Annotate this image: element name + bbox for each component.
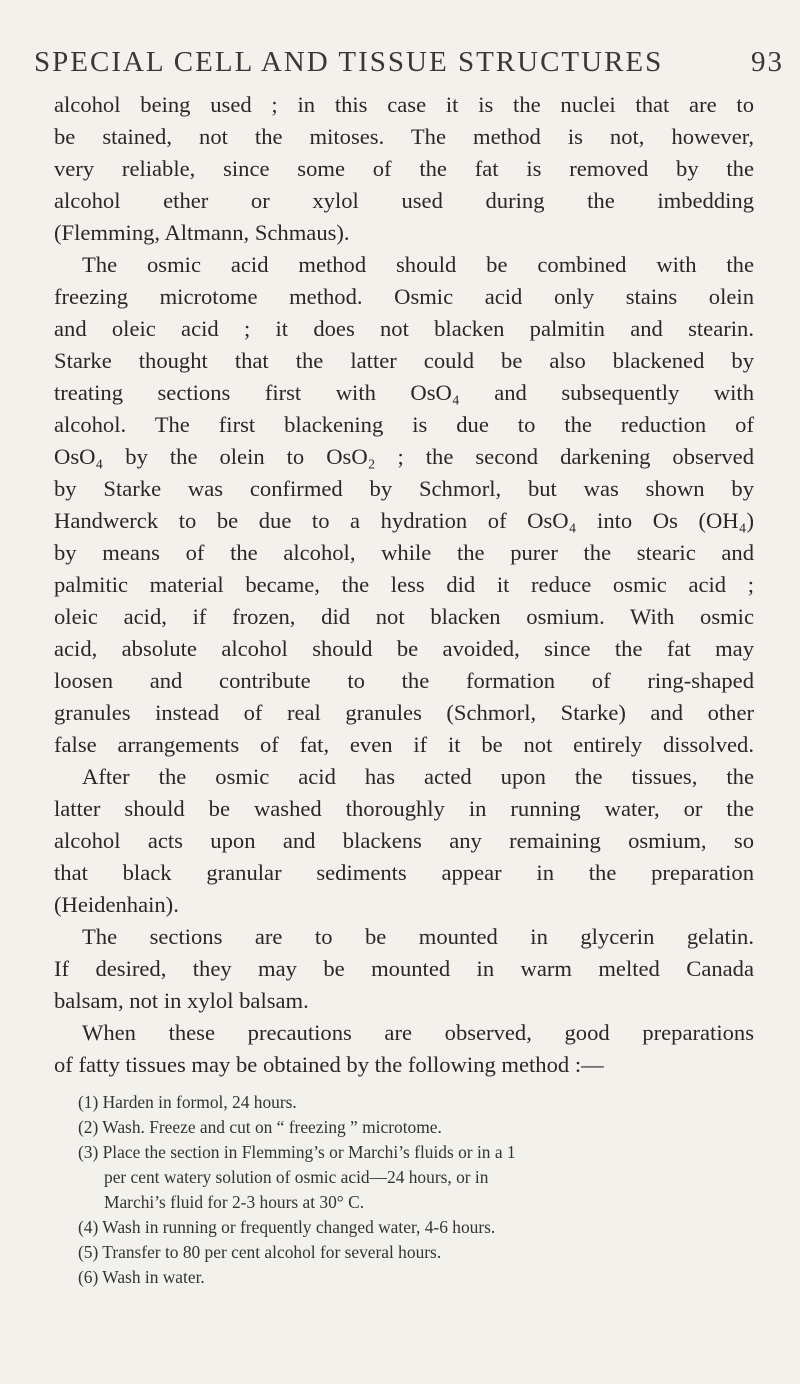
text-line: loosen and contribute to the formation of ring-shaped	[54, 668, 754, 693]
text-line: alcohol being used ; in this case it is the nuclei that are to	[54, 92, 754, 117]
text-line: be stained, not the mitoses. The method is not, however,	[54, 124, 754, 149]
text-line: treating sections first with OsO₄ and subsequently with	[54, 380, 754, 405]
running-title: SPECIAL CELL AND TISSUE STRUCTURES	[34, 46, 664, 78]
method-steps-list	[78, 1090, 758, 1290]
text-line: oleic acid, if frozen, did not blacken osmium. With osmic	[54, 604, 754, 629]
text-line: granules instead of real granules (Schmorl, Starke) and other	[54, 700, 754, 725]
text-line: After the osmic acid has acted upon the tissues, the	[82, 764, 754, 789]
list-item: (5) Transfer to 80 per cent alcohol for several hours.	[78, 1242, 442, 1262]
text-line: by Starke was confirmed by Schmorl, but was shown by	[54, 476, 754, 501]
running-header	[34, 46, 784, 86]
text-line: Handwerck to be due to a hydration of OsO₄ into Os (OH₄)	[54, 508, 754, 533]
text-line: (Heidenhain).	[54, 892, 179, 917]
list-item: (4) Wash in running or frequently changed water, 4-6 hours.	[78, 1217, 496, 1237]
text-line: The osmic acid method should be combined with the	[82, 252, 754, 277]
text-line: Starke thought that the latter could be also blackened by	[54, 348, 754, 373]
text-line: palmitic material became, the less did it reduce osmic acid ;	[54, 572, 754, 597]
text-line: false arrangements of fat, even if it be not entirely dissolved.	[54, 732, 754, 757]
text-line: by means of the alcohol, while the purer the stearic and	[54, 540, 754, 565]
list-item: (2) Wash. Freeze and cut on “ freezing ” microtome.	[78, 1117, 442, 1137]
text-line: The sections are to be mounted in glycerin gelatin.	[82, 924, 754, 949]
text-line: (Flemming, Altmann, Schmaus).	[54, 220, 350, 245]
text-line: alcohol ether or xylol used during the imbedding	[54, 188, 754, 213]
text-line: alcohol. The first blackening is due to the reduction of	[54, 412, 754, 437]
text-line: If desired, they may be mounted in warm melted Canada	[54, 956, 754, 981]
list-item: (1) Harden in formol, 24 hours.	[78, 1092, 297, 1112]
text-line: latter should be washed thoroughly in running water, or the	[54, 796, 754, 821]
text-line: that black granular sediments appear in the preparation	[54, 860, 754, 885]
text-line: acid, absolute alcohol should be avoided, since the fat may	[54, 636, 754, 661]
list-item: (6) Wash in water.	[78, 1267, 205, 1287]
list-item-continuation: per cent watery solution of osmic acid—24 hours, or in	[104, 1167, 489, 1187]
list-item: (3) Place the section in Flemming’s or Marchi’s fluids or in a 1	[78, 1142, 516, 1162]
text-line: When these precautions are observed, good preparations	[82, 1020, 754, 1045]
page-number: 93	[751, 46, 784, 78]
text-line: balsam, not in xylol balsam.	[54, 988, 309, 1013]
text-line: very reliable, since some of the fat is removed by the	[54, 156, 754, 181]
body-text	[54, 89, 754, 1081]
text-line: of fatty tissues may be obtained by the following method :—	[54, 1052, 604, 1077]
text-line: OsO₄ by the olein to OsO₂ ; the second darkening observed	[54, 444, 754, 469]
text-line: alcohol acts upon and blackens any remaining osmium, so	[54, 828, 754, 853]
text-line: and oleic acid ; it does not blacken palmitin and stearin.	[54, 316, 754, 341]
text-line: freezing microtome method. Osmic acid only stains olein	[54, 284, 754, 309]
list-item-continuation: Marchi’s fluid for 2-3 hours at 30° C.	[104, 1192, 365, 1212]
